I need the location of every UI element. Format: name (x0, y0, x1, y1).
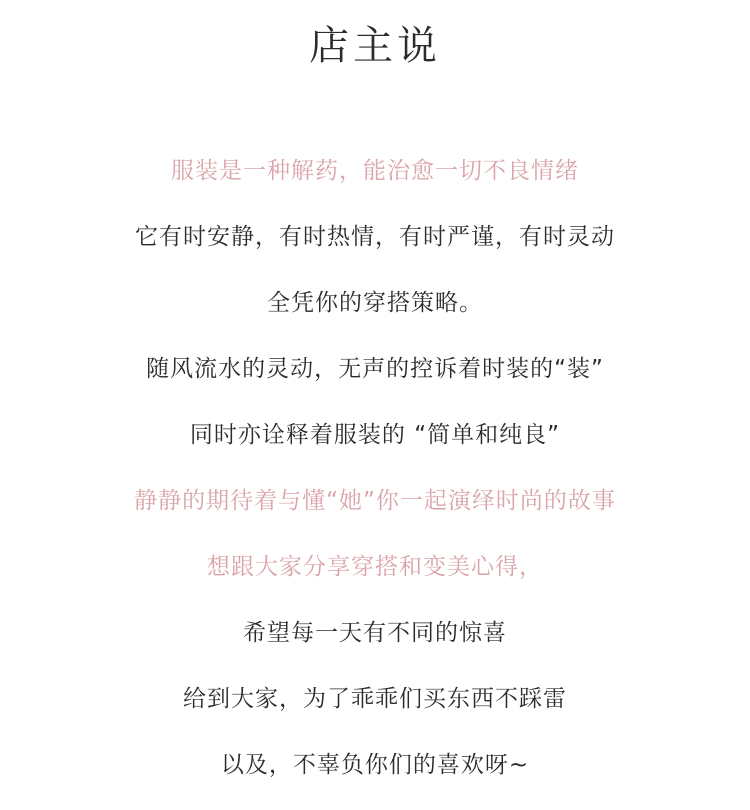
statement-line: 静静的期待着与懂“她”你一起演绎时尚的故事 (134, 487, 616, 514)
statement-line: 服装是一种解药，能治愈一切不良情绪 (171, 157, 579, 184)
page-title: 店主说 (309, 23, 441, 69)
statement-line: 它有时安静，有时热情，有时严谨，有时灵动 (135, 223, 615, 250)
statement-line: 全凭你的穿搭策略。 (267, 289, 483, 316)
statement-line: 随风流水的灵动，无声的控诉着时装的“装” (146, 355, 604, 382)
statement-line: 希望每一天有不同的惊喜 (243, 619, 507, 646)
statement-line: 同时亦诠释着服装的 “简单和纯良” (189, 421, 561, 448)
statement-line: 给到大家，为了乖乖们买东西不踩雷 (183, 685, 567, 712)
statement-line: 以及，不辜负你们的喜欢呀~ (220, 751, 530, 778)
statement-line: 想跟大家分享穿搭和变美心得， (207, 553, 543, 580)
statement-text-block (0, 127, 750, 810)
